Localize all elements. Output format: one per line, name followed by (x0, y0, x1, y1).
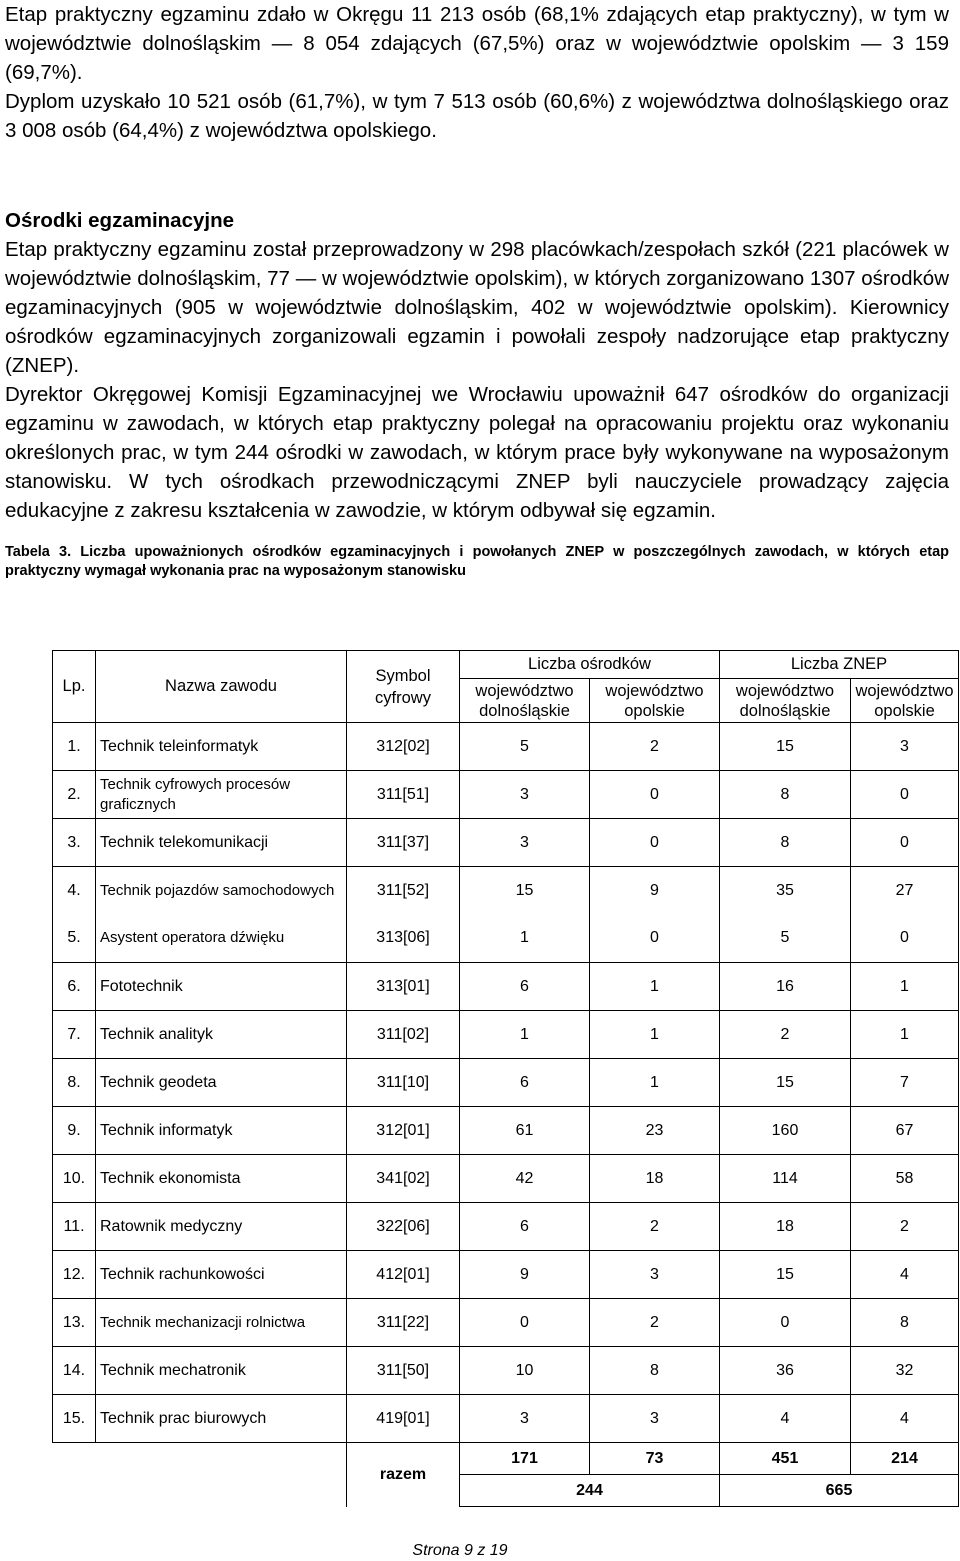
cell-lp: 1. (53, 723, 96, 771)
cell-znep-opolskie: 0 (851, 819, 959, 867)
header-znep-opolskie: województwo opolskie (851, 679, 959, 723)
cell-osrodki-opolskie: 2 (590, 1299, 720, 1347)
table-row (53, 915, 959, 963)
total-znep-dolnoslaskie: 451 (720, 1443, 851, 1475)
cell-osrodki-opolskie: 3 (590, 1395, 720, 1443)
cell-symbol: 311[02] (347, 1011, 460, 1059)
cell-znep-dolnoslaskie: 15 (720, 723, 851, 771)
intro-paragraph-2: Dyplom uzyskało 10 521 osób (61,7%), w tym 7 513 osób (60,6%) z województwa dolnośląskiego oraz 3 008 osób (64,4%) z województwa opolskiego. (5, 90, 949, 142)
cell-osrodki-opolskie: 3 (590, 1251, 720, 1299)
cell-lp: 5. (53, 915, 96, 963)
cell-znep-opolskie: 8 (851, 1299, 959, 1347)
cell-osrodki-opolskie: 0 (590, 915, 720, 963)
cell-symbol: 313[01] (347, 963, 460, 1011)
cell-osrodki-dolnoslaskie: 15 (460, 867, 590, 915)
section-paragraph-1: Etap praktyczny egzaminu został przeprowadzony w 298 placówkach/zespołach szkół (221 placówek w województwie dolnośląskim, 77 — w województwie opolskim), w których zorganizowano 1307 ośrodków egzaminacyjnych (905 w województwie dolnośląskim, 402 w województwie opolskim). Kierownicy ośrodków egzaminacyjnych zorganizowali egzamin i powołali zespoły nadzorujące etap praktyczny (ZNEP). (5, 238, 949, 377)
header-symbol: Symbol cyfrowy (347, 651, 460, 723)
cell-name: Technik telekomunikacji (96, 819, 347, 867)
cell-znep-opolskie: 27 (851, 867, 959, 915)
header-name: Nazwa zawodu (96, 651, 347, 723)
cell-znep-opolskie: 58 (851, 1155, 959, 1203)
header-osrodki-opolskie: województwo opolskie (590, 679, 720, 723)
page-number: Strona 9 z 19 (412, 1542, 508, 1559)
cell-lp: 14. (53, 1347, 96, 1395)
table-row (53, 1011, 959, 1059)
cell-znep-dolnoslaskie: 36 (720, 1347, 851, 1395)
table-row (53, 723, 959, 771)
cell-osrodki-dolnoslaskie: 42 (460, 1155, 590, 1203)
table-row (53, 1395, 959, 1443)
cell-lp: 12. (53, 1251, 96, 1299)
cell-symbol: 313[06] (347, 915, 460, 963)
cell-znep-opolskie: 7 (851, 1059, 959, 1107)
table-row (53, 1203, 959, 1251)
cell-osrodki-opolskie: 23 (590, 1107, 720, 1155)
cell-symbol: 311[50] (347, 1347, 460, 1395)
cell-lp: 3. (53, 819, 96, 867)
cell-osrodki-opolskie: 9 (590, 867, 720, 915)
cell-osrodki-dolnoslaskie: 1 (460, 1011, 590, 1059)
cell-osrodki-dolnoslaskie: 0 (460, 1299, 590, 1347)
cell-znep-opolskie: 32 (851, 1347, 959, 1395)
cell-znep-dolnoslaskie: 16 (720, 963, 851, 1011)
cell-osrodki-opolskie: 18 (590, 1155, 720, 1203)
cell-osrodki-dolnoslaskie: 1 (460, 915, 590, 963)
cell-znep-opolskie: 3 (851, 723, 959, 771)
cell-name: Fototechnik (96, 963, 347, 1011)
cell-osrodki-dolnoslaskie: 3 (460, 771, 590, 819)
cell-osrodki-dolnoslaskie: 6 (460, 1059, 590, 1107)
table-row (53, 867, 959, 915)
cell-osrodki-opolskie: 1 (590, 963, 720, 1011)
cell-osrodki-dolnoslaskie: 6 (460, 963, 590, 1011)
cell-znep-dolnoslaskie: 114 (720, 1155, 851, 1203)
section-paragraph-2: Dyrektor Okręgowej Komisji Egzaminacyjnej we Wrocławiu upoważnił 647 ośrodków do organizacji egzaminu w zawodach, w których etap praktyczny polegał na opracowaniu projektu oraz wykonaniu określonych prac, w tym 244 ośrodki w zawodach, w którym prace były wykonywane na wyposażonym stanowisku. W tych ośrodkach przewodniczącymi ZNEP byli nauczyciele prowadzący zajęcia edukacyjne z zakresu kształcenia w zawodzie, w którym odbywał się egzamin. (5, 383, 949, 522)
cell-name: Technik mechatronik (96, 1347, 347, 1395)
cell-lp: 9. (53, 1107, 96, 1155)
cell-znep-dolnoslaskie: 4 (720, 1395, 851, 1443)
data-table (52, 650, 959, 1507)
cell-symbol: 311[51] (347, 771, 460, 819)
table-header-row (53, 651, 959, 679)
header-znep: Liczba ZNEP (720, 651, 959, 679)
cell-name: Technik ekonomista (96, 1155, 347, 1203)
cell-znep-dolnoslaskie: 8 (720, 771, 851, 819)
cell-name: Technik geodeta (96, 1059, 347, 1107)
cell-lp: 2. (53, 771, 96, 819)
table-row (53, 1155, 959, 1203)
cell-name: Asystent operatora dźwięku (96, 915, 347, 963)
cell-osrodki-dolnoslaskie: 3 (460, 819, 590, 867)
cell-znep-opolskie: 4 (851, 1395, 959, 1443)
table-caption (5, 543, 949, 581)
total-osrodki-opolskie: 73 (590, 1443, 720, 1475)
header-lp: Lp. (53, 651, 96, 723)
cell-symbol: 311[37] (347, 819, 460, 867)
cell-znep-dolnoslaskie: 18 (720, 1203, 851, 1251)
cell-osrodki-dolnoslaskie: 10 (460, 1347, 590, 1395)
cell-znep-dolnoslaskie: 8 (720, 819, 851, 867)
total-row (53, 1443, 959, 1475)
cell-znep-opolskie: 1 (851, 963, 959, 1011)
cell-name: Ratownik medyczny (96, 1203, 347, 1251)
cell-lp: 10. (53, 1155, 96, 1203)
total-label: razem (347, 1443, 460, 1507)
table-caption-text: Liczba upoważnionych ośrodków egzaminacyjnych i powołanych ZNEP w poszczególnych zawodach, w których etap praktyczny wymagał wykonania prac na wyposażonym stanowisku (5, 544, 950, 579)
total-osrodki-sum: 244 (460, 1475, 720, 1507)
header-osrodki: Liczba ośrodków (460, 651, 720, 679)
cell-znep-opolskie: 4 (851, 1251, 959, 1299)
cell-znep-dolnoslaskie: 160 (720, 1107, 851, 1155)
cell-osrodki-opolskie: 2 (590, 1203, 720, 1251)
cell-name: Technik informatyk (96, 1107, 347, 1155)
cell-symbol: 311[10] (347, 1059, 460, 1107)
cell-lp: 7. (53, 1011, 96, 1059)
cell-lp: 13. (53, 1299, 96, 1347)
cell-osrodki-opolskie: 0 (590, 771, 720, 819)
cell-symbol: 311[52] (347, 867, 460, 915)
cell-name: Technik pojazdów samochodowych (96, 867, 347, 915)
cell-znep-dolnoslaskie: 2 (720, 1011, 851, 1059)
cell-symbol: 341[02] (347, 1155, 460, 1203)
cell-znep-opolskie: 0 (851, 915, 959, 963)
cell-symbol: 311[22] (347, 1299, 460, 1347)
header-osrodki-dolnoslaskie: województwo dolnośląskie (460, 679, 590, 723)
cell-name: Technik analityk (96, 1011, 347, 1059)
cell-osrodki-opolskie: 0 (590, 819, 720, 867)
table-row (53, 1299, 959, 1347)
total-osrodki-dolnoslaskie: 171 (460, 1443, 590, 1475)
cell-lp: 4. (53, 867, 96, 915)
cell-symbol: 312[02] (347, 723, 460, 771)
cell-name: Technik teleinformatyk (96, 723, 347, 771)
cell-symbol: 322[06] (347, 1203, 460, 1251)
cell-symbol: 419[01] (347, 1395, 460, 1443)
cell-osrodki-dolnoslaskie: 6 (460, 1203, 590, 1251)
cell-name: Technik mechanizacji rolnictwa (96, 1299, 347, 1347)
cell-osrodki-dolnoslaskie: 5 (460, 723, 590, 771)
cell-znep-opolskie: 1 (851, 1011, 959, 1059)
cell-name: Technik prac biurowych (96, 1395, 347, 1443)
table-row (53, 1347, 959, 1395)
cell-osrodki-opolskie: 8 (590, 1347, 720, 1395)
table-row (53, 771, 959, 819)
cell-znep-opolskie: 0 (851, 771, 959, 819)
intro-paragraph-1: Etap praktyczny egzaminu zdało w Okręgu 11 213 osób (68,1% zdających etap praktyczny), w tym w województwie dolnośląskim — 8 054 zdających (67,5%) oraz w województwie opolskim — 3 159 (69,7%). (5, 3, 949, 84)
cell-znep-dolnoslaskie: 15 (720, 1251, 851, 1299)
cell-osrodki-opolskie: 1 (590, 1011, 720, 1059)
cell-symbol: 412[01] (347, 1251, 460, 1299)
cell-znep-opolskie: 67 (851, 1107, 959, 1155)
table-row (53, 819, 959, 867)
cell-znep-opolskie: 2 (851, 1203, 959, 1251)
cell-osrodki-dolnoslaskie: 61 (460, 1107, 590, 1155)
table-row (53, 1251, 959, 1299)
table-row (53, 1059, 959, 1107)
total-blank (53, 1443, 347, 1507)
total-znep-sum: 665 (720, 1475, 959, 1507)
cell-osrodki-opolskie: 1 (590, 1059, 720, 1107)
header-znep-dolnoslaskie: województwo dolnośląskie (720, 679, 851, 723)
cell-lp: 8. (53, 1059, 96, 1107)
cell-osrodki-dolnoslaskie: 9 (460, 1251, 590, 1299)
cell-osrodki-dolnoslaskie: 3 (460, 1395, 590, 1443)
table-row (53, 1107, 959, 1155)
table-row (53, 963, 959, 1011)
cell-lp: 6. (53, 963, 96, 1011)
cell-lp: 11. (53, 1203, 96, 1251)
cell-name: Technik rachunkowości (96, 1251, 347, 1299)
cell-lp: 15. (53, 1395, 96, 1443)
cell-znep-dolnoslaskie: 35 (720, 867, 851, 915)
cell-name: Technik cyfrowych procesów graficznych (96, 771, 347, 819)
section-heading: Ośrodki egzaminacyjne (5, 209, 235, 232)
total-znep-opolskie: 214 (851, 1443, 959, 1475)
document-page (5, 0, 949, 581)
table-caption-label: Tabela 3. (5, 544, 72, 560)
cell-znep-dolnoslaskie: 0 (720, 1299, 851, 1347)
cell-osrodki-opolskie: 2 (590, 723, 720, 771)
cell-znep-dolnoslaskie: 5 (720, 915, 851, 963)
cell-znep-dolnoslaskie: 15 (720, 1059, 851, 1107)
page-footer (0, 1541, 960, 1561)
cell-symbol: 312[01] (347, 1107, 460, 1155)
